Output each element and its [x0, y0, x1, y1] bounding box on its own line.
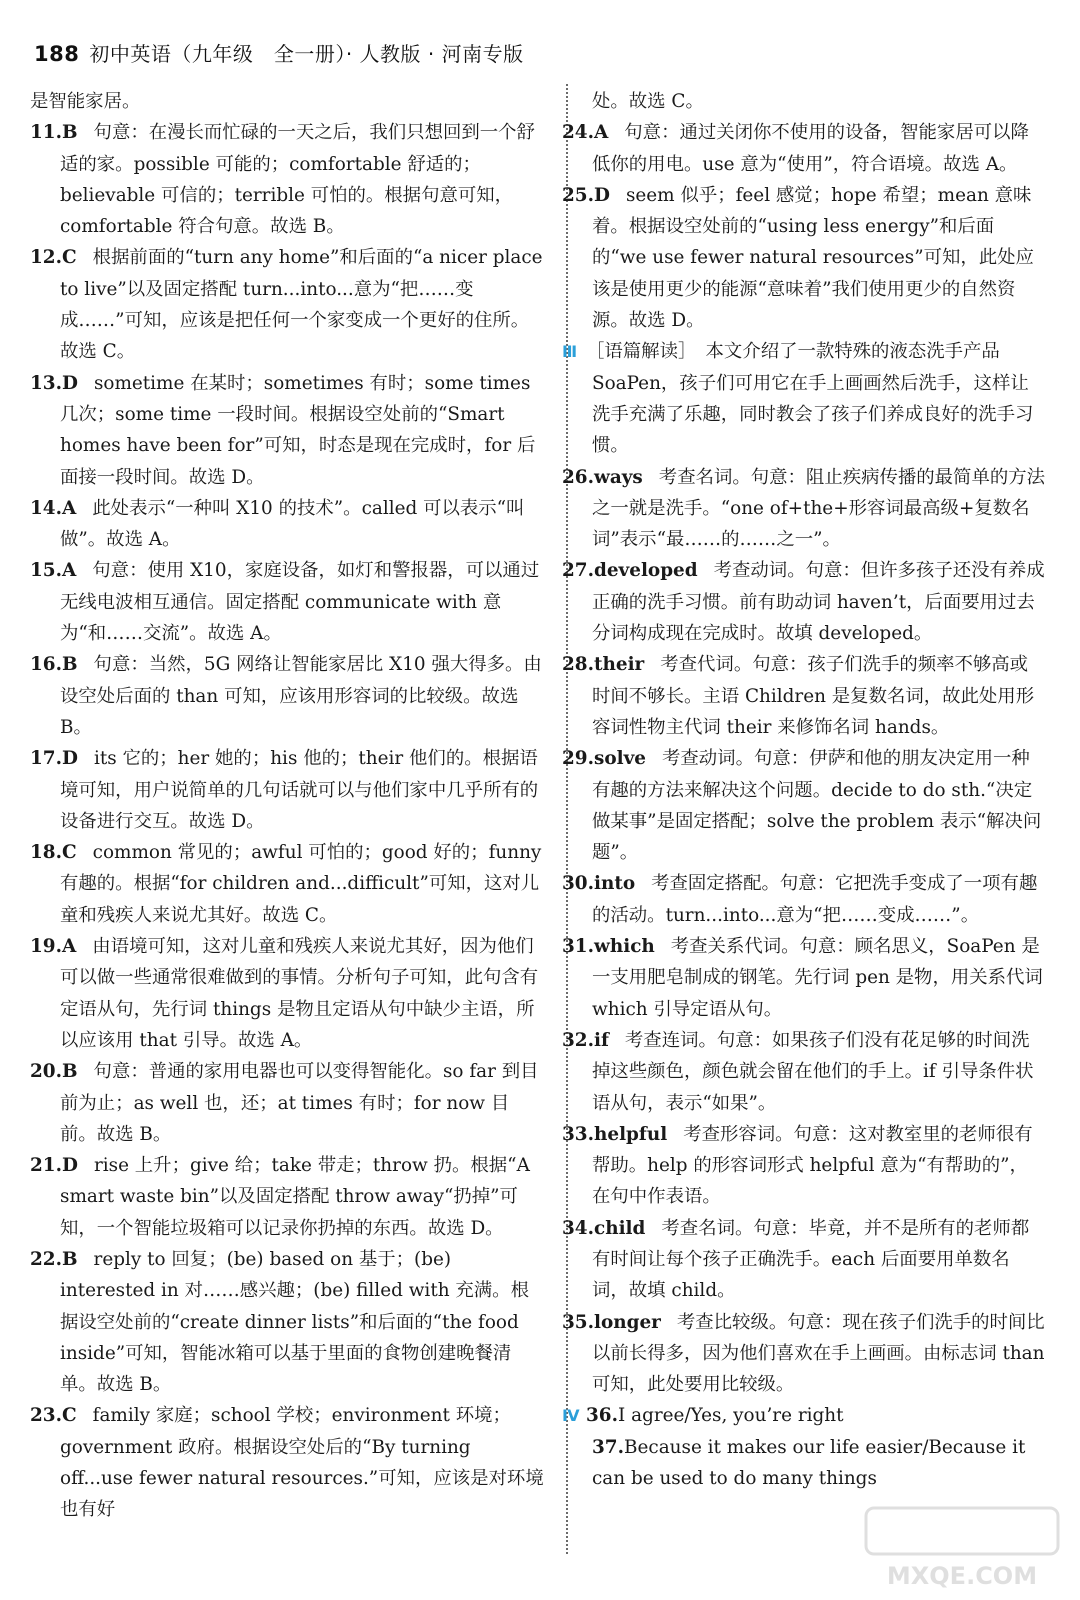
- book-title: 初中英语（九年级 全一册）· 人教版 · 河南专版: [89, 42, 524, 66]
- explanation-text: 此处表示“一种叫 X10 的技术”。called 可以表示“叫做”。故选 A。: [60, 497, 525, 551]
- explanation-text: 由语境可知，这对儿童和残疾人来说尤其好，因为他们可以做一些通常很难做到的事情。分析句子可知，此句含有定语从句，先行词 things 是物且定语从句中缺少主语，所以应该用 that 引导。故选 A。: [60, 936, 539, 1051]
- answer-entry: [30, 1056, 544, 1150]
- answer-entry: [30, 743, 544, 837]
- question-number: 16.: [30, 654, 62, 676]
- continuation-text: 是智能家居。: [30, 91, 141, 112]
- answer-entry: [30, 1244, 544, 1400]
- answer-key: A: [62, 497, 77, 519]
- explanation-text: 句意：在漫长而忙碌的一天之后，我们只想回到一个舒适的家。possible 可能的；comfortable 舒适的；believable 可信的；terrible 可怕的。根据句意可知，comfortable 符合句意。故选 B。: [60, 122, 535, 238]
- explanation-text: common 常见的；awful 可怕的；good 好的；funny 有趣的。根据“for children and...difficult”可知，这对儿童和残疾人来说尤其好。故选 C。: [60, 842, 542, 926]
- explanation-text: 考查名词。句意：阻止疾病传播的最简单的方法之一就是洗手。“one of+the+形容词最高级+复数名词”表示“最……的……之一”。: [592, 466, 1046, 551]
- answer-entry: [30, 931, 544, 1056]
- answer-entry: [592, 1432, 1046, 1495]
- answer-entry: [30, 837, 544, 931]
- answer-entry: [30, 368, 544, 493]
- question-number: 17.: [30, 748, 62, 770]
- explanation-text: 考查连词。句意：如果孩子们没有花足够的时间洗掉这些颜色，颜色就会留在他们的手上。if 引导条件状语从句，表示“如果”。: [592, 1029, 1034, 1114]
- watermark-text: MXQE.COM: [886, 1562, 1038, 1590]
- question-number: 23.: [30, 1405, 62, 1427]
- explanation-text: 考查固定搭配。句意：它把洗手变成了一项有趣的活动。turn...into...意为“把……变成……”。: [592, 873, 1038, 926]
- answer-key: helpful: [594, 1123, 668, 1145]
- answer-key: A: [62, 936, 77, 958]
- answer-entry: [562, 931, 1046, 1025]
- answer-entry: [30, 649, 544, 743]
- answer-entry: [562, 649, 1046, 743]
- page-header: [34, 38, 524, 67]
- answer-key: C: [62, 842, 77, 864]
- explanation-text: 考查动词。句意：但许多孩子还没有养成正确的洗手习惯。前有助动词 haven’t，后面要用过去分词构成现在完成时。故填 developed。: [592, 560, 1045, 645]
- answer-text: Because it makes our life easier/Because it can be used to do many things: [592, 1436, 1026, 1490]
- answer-key: child: [594, 1217, 646, 1239]
- question-number: 11.: [30, 122, 62, 144]
- question-number: 26.: [562, 466, 594, 488]
- answer-entry: [30, 1150, 544, 1244]
- explanation-text: 考查形容词。句意：这对教室里的老师很有帮助。help 的形容词形式 helpful 意为“有帮助的”，在句中作表语。: [592, 1123, 1033, 1208]
- explanation-text: 考查名词。句意：毕竟，并不是所有的老师都有时间让每个孩子正确洗手。each 后面要用单数名词，故填 child。: [592, 1217, 1030, 1302]
- section-4: [562, 1400, 1046, 1494]
- answer-key: solve: [594, 748, 646, 770]
- answer-key: longer: [594, 1311, 661, 1333]
- answer-key: A: [62, 560, 77, 582]
- answer-key: D: [62, 748, 78, 770]
- answer-key: into: [594, 873, 636, 895]
- question-number: 19.: [30, 936, 62, 958]
- explanation-text: 考查动词。句意：伊萨和他的朋友决定用一种有趣的方法来解决这个问题。decide to do sth.“决定做某事”是固定搭配；solve the problem 表示“解决问题”。: [592, 748, 1042, 864]
- answer-entry: [30, 242, 544, 367]
- answer-key: A: [594, 122, 609, 144]
- explanation-text: sometime 在某时；sometimes 有时；some times 几次；some time 一段时间。根据设空处前的“Smart homes have been for”可知，时态是现在完成时，for 后面接一段时间。故选 D。: [60, 372, 536, 488]
- answer-key: ways: [594, 466, 643, 488]
- explanation-text: 根据前面的“turn any home”和后面的“a nicer place to live”以及固定搭配 turn...into...意为“把……变成……”可知，应该是把任何一个家变成一个更好的住所。故选 C。: [60, 247, 543, 363]
- explanation-text: seem 似乎；feel 感觉；hope 希望；mean 意味着。根据设空处前的“using less energy”和后面的“we use fewer natural resources”可知，此处应该是使用更少的能源“意味着”我们使用更少的自然资源。故选 D。: [592, 184, 1034, 332]
- answer-entry: [562, 868, 1046, 931]
- question-number: 32.: [562, 1029, 594, 1051]
- answer-entry: [562, 1119, 1046, 1213]
- question-number: 20.: [30, 1061, 62, 1083]
- question-number: 33.: [562, 1123, 594, 1145]
- explanation-text: 考查比较级。句意：现在孩子们洗手的时间比以前长得多，因为他们喜欢在手上画画。由标志词 than 可知，此处要用比较级。: [592, 1311, 1045, 1396]
- question-number: 28.: [562, 654, 594, 676]
- question-number: 15.: [30, 560, 62, 582]
- explanation-text: 句意：通过关闭你不使用的设备，智能家居可以降低你的用电。use 意为“使用”，符合语境。故选 A。: [592, 122, 1029, 175]
- answer-list: [562, 462, 1046, 1401]
- answer-key: their: [594, 654, 645, 676]
- answer-entry: [30, 493, 544, 556]
- left-column: [30, 86, 544, 1526]
- answer-entry: [562, 1025, 1046, 1119]
- question-number: 27.: [562, 560, 594, 582]
- answer-key: D: [62, 1155, 78, 1177]
- answer-key: D: [62, 372, 78, 394]
- answer-entry: [30, 1400, 544, 1525]
- answer-key: which: [594, 936, 655, 958]
- answer-list: [30, 117, 544, 1525]
- answer-entry: [30, 555, 544, 649]
- continuation-text: 处。故选 C。: [592, 91, 704, 112]
- answer-key: B: [62, 122, 78, 144]
- explanation-text: 句意：当然，5G 网络让智能家居比 X10 强大得多。由设空处后面的 than 可知，应该用形容词的比较级。故选 B。: [60, 654, 542, 738]
- answer-entry: [30, 117, 544, 242]
- question-number: 29.: [562, 748, 594, 770]
- question-number: 36.: [586, 1405, 618, 1427]
- question-number: 13.: [30, 372, 62, 394]
- explanation-text: its 它的；her 她的；his 他的；their 他们的。根据语境可知，用户说简单的几句话就可以与他们家中几乎所有的设备进行交互。故选 D。: [60, 748, 539, 832]
- question-number: 34.: [562, 1217, 594, 1239]
- section-marker: Ⅳ: [562, 1406, 580, 1426]
- answer-key: C: [62, 247, 77, 269]
- question-number: 37.: [592, 1436, 624, 1458]
- question-number: 22.: [30, 1248, 62, 1270]
- answer-entry: [562, 117, 1046, 180]
- answer-key: developed: [594, 560, 698, 582]
- section-intro: [562, 336, 1046, 461]
- answer-entry: [562, 1307, 1046, 1401]
- answer-entry: [562, 462, 1046, 556]
- answer-key: B: [62, 1061, 78, 1083]
- answer-entry: [562, 1213, 1046, 1307]
- explanation-text: 句意：使用 X10，家庭设备，如灯和警报器，可以通过无线电波相互通信。固定搭配 communicate with 意为“和……交流”。故选 A。: [60, 560, 540, 645]
- answer-text: I agree/Yes, you’re right: [618, 1405, 844, 1427]
- question-number: 35.: [562, 1311, 594, 1333]
- question-number: 14.: [30, 497, 62, 519]
- question-number: 31.: [562, 936, 594, 958]
- question-number: 12.: [30, 247, 62, 269]
- answer-key: B: [62, 654, 78, 676]
- answer-key: C: [62, 1405, 77, 1427]
- site-watermark: [862, 1504, 1062, 1592]
- question-number: 24.: [562, 122, 594, 144]
- explanation-text: 句意：普通的家用电器也可以变得智能化。so far 到目前为止；as well 也，还；at times 有时；for now 目前。故选 B。: [60, 1061, 539, 1145]
- explanation-text: reply to 回复；(be) based on 基于；(be) interested in 对……感兴趣；(be) filled with 充满。根据设空处前的“create dinner lists”和后面的“the food inside”可知，智能冰箱可以基于里面的食物创建晚餐清单。故选 B。: [60, 1248, 529, 1396]
- answer-key: if: [594, 1029, 609, 1051]
- explanation-text: 考查代词。句意：孩子们洗手的频率不够高或时间不够长。主语 Children 是复数名词，故此处用形容词性物主代词 their 来修饰名词 hands。: [592, 654, 1035, 738]
- question-number: 25.: [562, 184, 594, 206]
- section-marker: Ⅲ: [562, 342, 578, 362]
- answer-list: [562, 117, 1046, 336]
- explanation-text: 考查关系代词。句意：顾名思义，SoaPen 是一支用肥皂制成的钢笔。先行词 pen 是物，用关系代词 which 引导定语从句。: [592, 936, 1043, 1020]
- answer-entry: [562, 1400, 1046, 1431]
- question-number: 18.: [30, 842, 62, 864]
- right-column: [562, 86, 1046, 1494]
- answer-key: B: [62, 1248, 78, 1270]
- explanation-text: rise 上升；give 给；take 带走；throw 扔。根据“A smart waste bin”以及固定搭配 throw away“扔掉”可知，一个智能垃圾箱可以记录你扔掉的东西。故选 D。: [60, 1155, 530, 1239]
- answer-entry: [562, 743, 1046, 868]
- page-number: 188: [34, 42, 80, 66]
- answer-key: D: [594, 184, 610, 206]
- question-number: 21.: [30, 1155, 62, 1177]
- section-intro-text: ［语篇解读］ 本文介绍了一款特殊的液态洗手产品 SoaPen，孩子们可用它在手上画画然后洗手，这样让洗手充满了乐趣，同时教会了孩子们养成良好的洗手习惯。: [586, 341, 1034, 457]
- explanation-text: family 家庭；school 学校；environment 环境；government 政府。根据设空处后的“By turning off...use fewer natural resources.”可知，应该是对环境也有好: [60, 1405, 544, 1521]
- answer-entry: [562, 555, 1046, 649]
- question-number: 30.: [562, 873, 594, 895]
- answer-entry: [562, 180, 1046, 336]
